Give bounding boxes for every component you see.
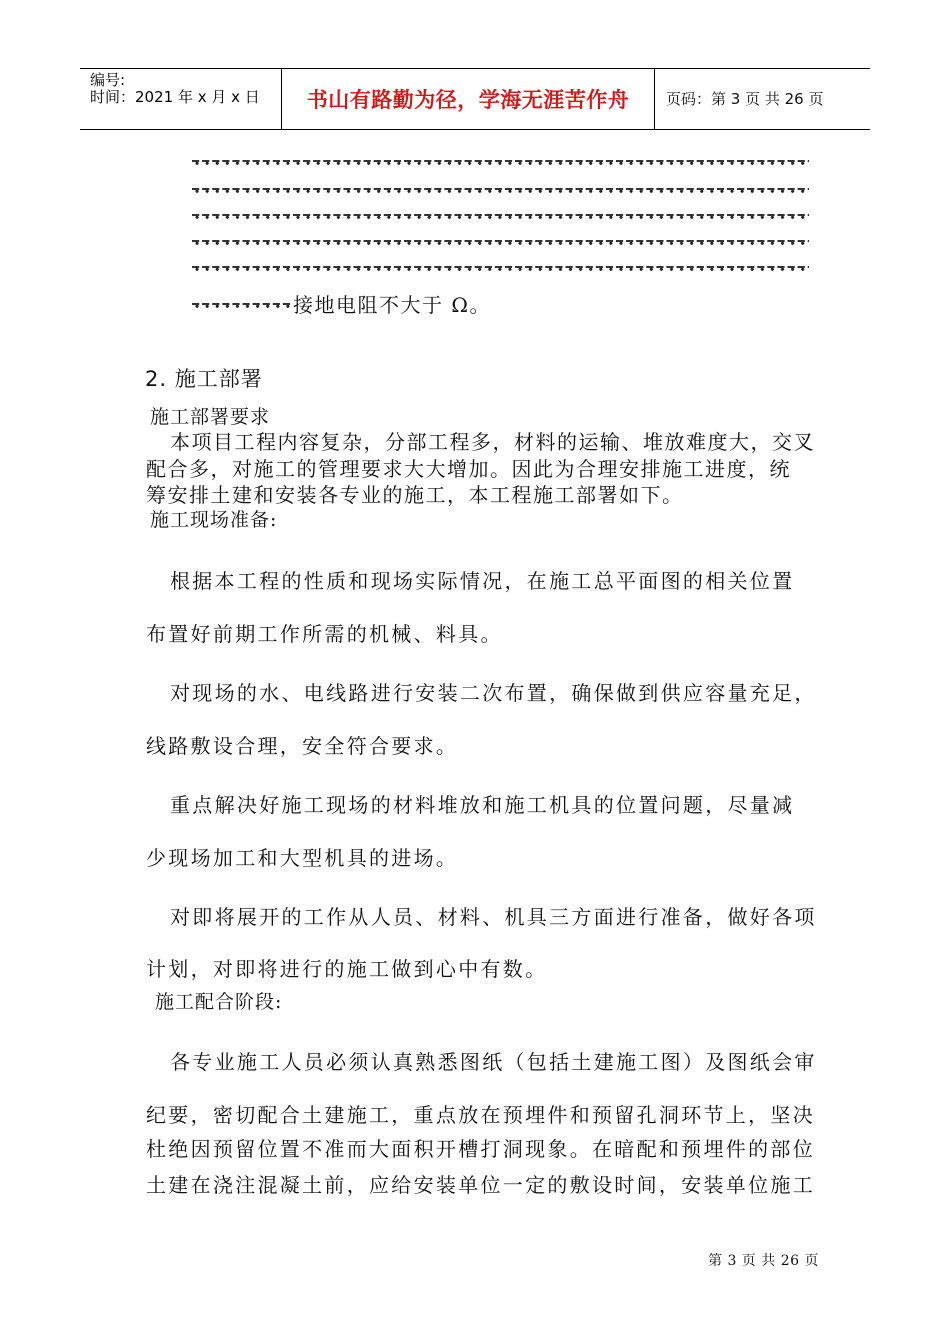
section-title: 2. 施工部署: [145, 367, 263, 391]
header-page-number: 页码：第 3 页 共 26 页: [666, 90, 824, 108]
footer-page-number: 第 3 页 共 26 页: [708, 1253, 819, 1269]
page-header: [80, 68, 870, 130]
header-left-cell: [80, 69, 281, 129]
paragraph-line: 线路敷设合理，安全符合要求。: [146, 734, 459, 758]
paragraph-line: 配合多，对施工的管理要求大大增加。因此为合理安排施工进度，统: [146, 457, 791, 481]
dotted-leader-line: [192, 240, 809, 248]
document-date-label: 时间：2021 年 x 月 x 日: [90, 88, 260, 106]
paragraph-line: 根据本工程的性质和现场实际情况，在施工总平面图的相关位置: [170, 569, 795, 593]
paragraph-line: 各专业施工人员必须认真熟悉图纸（包括土建施工图）及图纸会审: [170, 1050, 817, 1074]
dotted-leader-line-short: [192, 303, 292, 311]
paragraph-line: 计划，对即将进行的施工做到心中有数。: [146, 957, 548, 981]
paragraph-line: 土建在浇注混凝土前，应给安装单位一定的敷设时间，安装单位施工: [146, 1173, 815, 1197]
paragraph-line: 对即将展开的工作从人员、材料、机具三方面进行准备，做好各项: [170, 905, 817, 929]
subheading-deployment-requirements: 施工部署要求: [150, 406, 271, 428]
paragraph-line: 布置好前期工作所需的机械、料具。: [146, 622, 503, 646]
paragraph-line: 本项目工程内容复杂，分部工程多，材料的运输、堆放难度大，交叉: [170, 430, 815, 454]
subheading-construction-coordination: 施工配合阶段:: [155, 991, 283, 1013]
paragraph-line: 筹安排土建和安装各专业的施工，本工程施工部署如下。: [146, 483, 684, 507]
paragraph-line: 对现场的水、电线路进行安装二次布置，确保做到供应容量充足，: [170, 681, 817, 705]
ground-resistance-text: 接地电阻不大于 Ω。: [293, 293, 491, 317]
paragraph-line: 重点解决好施工现场的材料堆放和施工机具的位置问题，尽量减: [170, 793, 795, 817]
header-page-cell: [654, 69, 870, 129]
dotted-leader-line: [192, 266, 809, 274]
dotted-leader-line: [192, 188, 809, 196]
subheading-site-preparation: 施工现场准备:: [150, 509, 278, 531]
paragraph-line: 少现场加工和大型机具的进场。: [146, 846, 459, 870]
paragraph-line: 纪要，密切配合土建施工，重点放在预埋件和预留孔洞环节上，坚决: [146, 1103, 815, 1127]
header-motto-cell: [281, 69, 655, 129]
dotted-leader-line: [192, 160, 809, 168]
motto-text: 书山有路勤为径，学海无涯苦作舟: [306, 88, 630, 112]
paragraph-line: 杜绝因预留位置不准而大面积开槽打洞现象。在暗配和预埋件的部位: [146, 1137, 815, 1161]
document-number-label: 编号:: [90, 71, 126, 89]
dotted-leader-line: [192, 214, 809, 222]
